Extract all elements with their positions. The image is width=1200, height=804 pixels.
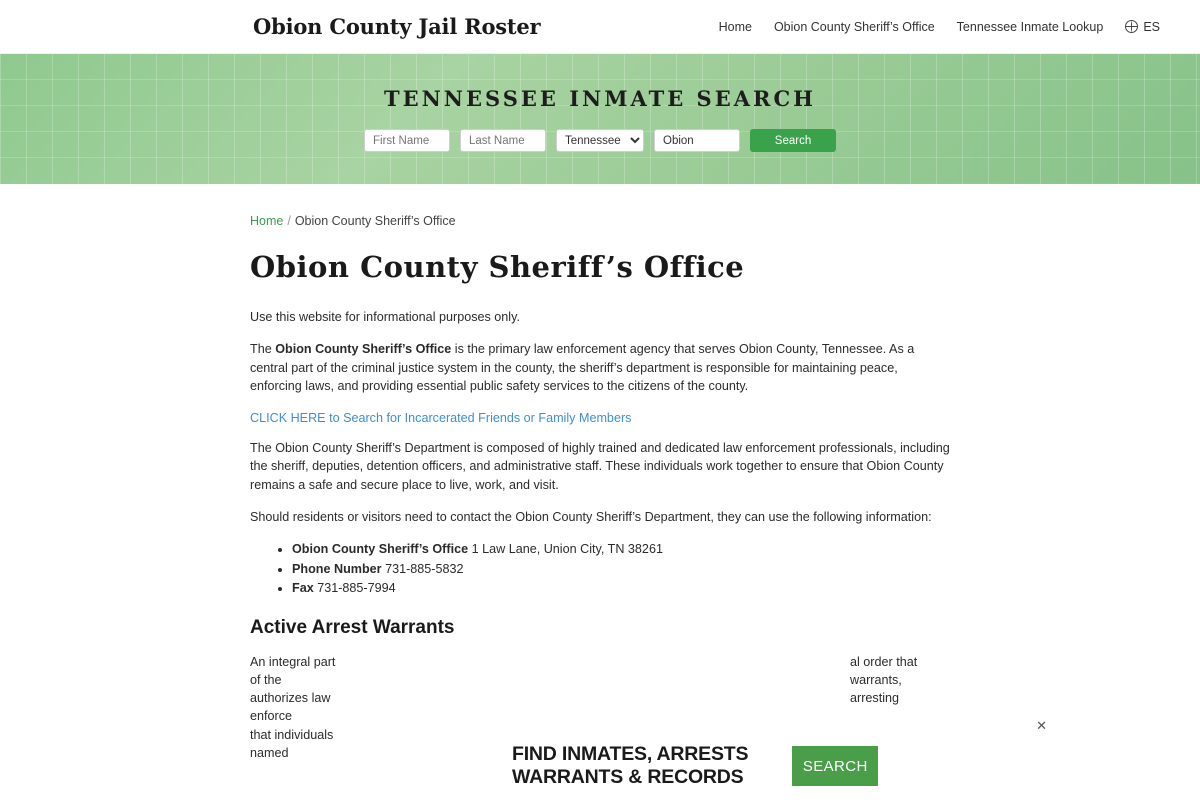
breadcrumb <box>250 214 950 228</box>
overview-rest: is the primary law enforcement agency that serves Obion County, Tennessee. As a central part of the criminal justice system in the county, the sheriff’s department is responsible for maintaining peace, enforcing laws, and providing essential public safety services to the citizens of the county. <box>250 342 915 393</box>
city-input[interactable] <box>654 129 740 152</box>
main-navigation <box>719 20 1160 34</box>
overview-paragraph <box>250 340 950 395</box>
ad-search-button[interactable]: SEARCH <box>792 746 878 786</box>
close-icon[interactable]: ✕ <box>1036 718 1047 733</box>
site-logo[interactable]: Obion County Jail Roster <box>253 14 541 39</box>
warrants-line-3: that individuals named <box>250 727 334 760</box>
breadcrumb-current: Obion County Sheriff’s Office <box>294 214 456 228</box>
main-content <box>250 184 1047 788</box>
breadcrumb-separator: / <box>287 214 291 228</box>
first-name-input[interactable] <box>364 129 450 152</box>
contact-value: 731-885-7994 <box>313 581 396 596</box>
list-item <box>292 579 950 599</box>
nav-item-sheriffs-office[interactable]: Obion County Sheriff’s Office <box>773 19 935 34</box>
nav-item-inmate-lookup[interactable]: Tennessee Inmate Lookup <box>956 19 1104 34</box>
list-item <box>292 540 950 560</box>
intro-paragraph: Use this website for informational purposes only. <box>250 310 520 324</box>
contact-value: 1 Law Lane, Union City, TN 38261 <box>468 542 663 556</box>
ad-headline <box>512 743 748 790</box>
search-button[interactable]: Search <box>750 129 836 152</box>
warrants-line-1: An integral part of the <box>250 654 336 687</box>
search-incarcerated-link[interactable]: CLICK HERE to Search for Incarcerated Friends or Family Members <box>250 411 632 425</box>
hero-title: TENNESSEE INMATE SEARCH <box>383 86 817 111</box>
ad-headline-line-2: WARRANTS & RECORDS <box>512 766 744 788</box>
staff-paragraph: The Obion County Sheriff’s Department is composed of highly trained and dedicated law enforcement professionals, including the sheriff, deputies, detention officers, and administrative staff. These individuals work together to ensure that Obion County remains a safe and secure place to live, work, and visit. <box>250 441 950 492</box>
hero-search-section <box>0 54 1200 184</box>
contact-intro-paragraph: Should residents or visitors need to contact the Obion County Sheriff’s Department, they can use the following information: <box>250 509 932 524</box>
breadcrumb-home[interactable]: Home <box>250 214 284 228</box>
overview-lead: The <box>250 342 276 357</box>
language-label: ES <box>1143 19 1160 34</box>
section-title-active-arrest-warrants: Active Arrest Warrants <box>250 616 455 638</box>
advertisement-banner <box>348 718 1048 804</box>
warrants-line-2: authorizes law enforce <box>250 691 331 724</box>
contact-label: Fax <box>292 581 314 596</box>
contact-label: Obion County Sheriff’s Office <box>292 542 469 556</box>
last-name-input[interactable] <box>460 129 546 152</box>
contact-value: 731-885-5832 <box>381 561 464 576</box>
overview-agency-name: Obion County Sheriff’s Office <box>275 342 452 357</box>
warrants-line-right-2: warrants, arresting <box>850 672 902 706</box>
list-item <box>292 560 950 580</box>
nav-item-home[interactable]: Home <box>718 19 752 34</box>
state-select[interactable] <box>556 129 644 152</box>
language-switcher[interactable] <box>1125 20 1160 34</box>
inmate-search-form <box>364 129 836 152</box>
ad-headline-line-1: FIND INMATES, ARRESTS <box>512 742 749 765</box>
page-title: Obion County Sheriff’s Office <box>250 250 745 284</box>
warrants-line-right-1: al order that <box>850 654 918 669</box>
contact-label: Phone Number <box>292 561 382 576</box>
contact-list <box>250 540 950 599</box>
globe-icon <box>1125 20 1138 33</box>
site-header <box>0 0 1200 54</box>
